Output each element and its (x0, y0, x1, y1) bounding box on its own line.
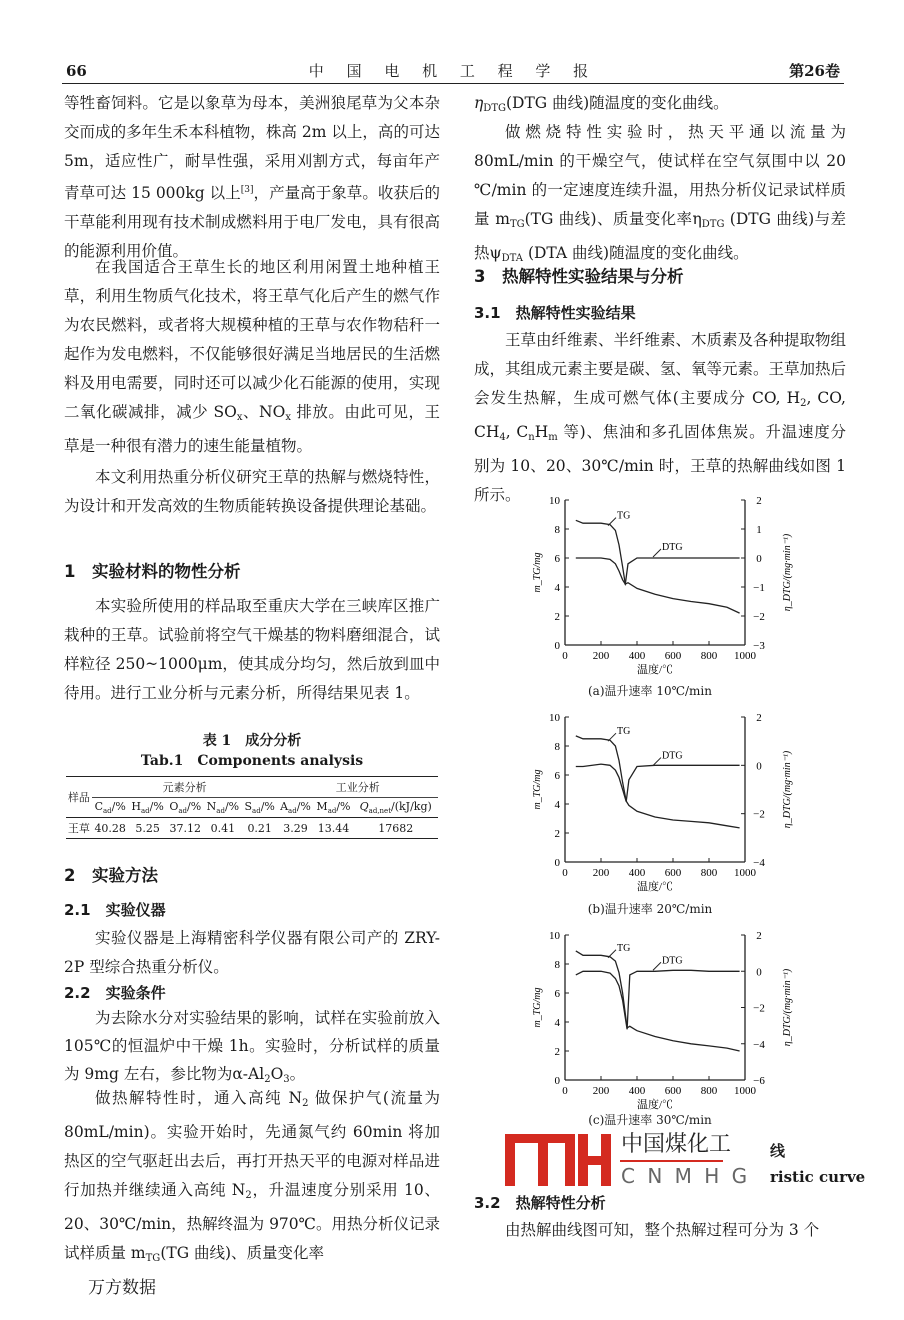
y2-tick-label: 1 (756, 524, 762, 536)
series-dtg-line (576, 764, 740, 802)
table-cell: 5.25 (135, 821, 160, 835)
table-caption-en: Tab.1 Components analysis (140, 753, 364, 769)
series-label-leader (653, 962, 661, 970)
y2-tick-label: 0 (756, 966, 762, 979)
x-tick-label: 800 (700, 1085, 718, 1097)
y-tick-label: 8 (554, 524, 560, 536)
logo-text-cn: 中国煤化工 (621, 1132, 732, 1157)
column-header: $A_{ad}/\%$ (280, 800, 311, 815)
y2-tick-label: −3 (753, 640, 765, 652)
x-tick-label: 1000 (734, 867, 756, 879)
x-tick-label: 400 (628, 867, 646, 879)
paragraph: 为去除水分对实验结果的影响，试样在实验前放入 105℃的恒温炉中干燥 1h。实验时，分析试样的质量为 9mg 左右，参比物为$\alpha-Al_2O_3$。 (64, 1009, 440, 1085)
y-tick-label: 0 (554, 640, 560, 652)
paragraph: 王草由纤维素、半纤维素、木质素及各种提取物组成，其组成元素主要是碳、氢、氧等元素。王草加热后会发生热解，生成可燃气体(主要成分 CO, $H_2$, CO, $CH_4$, $C_nH_m$ 等)、焦油和多孔固体焦炭。升温速度分别为 10、20、30℃/min 时，王草的热解曲线如图 1 所示。 (474, 331, 847, 504)
series-label-dtg: DTG (662, 750, 683, 762)
x-tick-label: 0 (562, 867, 568, 879)
table-cell: 17682 (378, 821, 414, 835)
series-label-tg: TG (617, 942, 631, 954)
header-elemental: 元素分析 (92, 777, 278, 798)
series-label-dtg: DTG (662, 955, 683, 967)
y2-tick-label: −4 (753, 1038, 765, 1051)
y2-tick-label: −1 (753, 582, 765, 594)
x-tick-label: 600 (664, 867, 682, 879)
column-header: $M_{ad}/\%$ (316, 800, 351, 815)
journal-title: 中 国 电 机 工 程 学 报 (308, 62, 598, 80)
x-tick-label: 0 (562, 650, 568, 662)
section-heading: 2 实验方法 (64, 866, 158, 885)
x-tick-label: 800 (700, 867, 718, 879)
subsection-heading: 3.1 热解特性实验结果 (474, 304, 636, 322)
y-tick-label: 10 (549, 930, 560, 942)
y-tick-label: 6 (554, 770, 560, 782)
x-axis-label: 温度/℃ (636, 881, 674, 893)
y2-axis-label: η_DTG/(mg·min⁻¹) (782, 750, 793, 829)
column-header: $Q_{ad,net}/(kJ/kg)$ (359, 800, 432, 815)
table-cell: 3.29 (283, 821, 308, 835)
x-tick-label: 1000 (734, 1085, 756, 1097)
citation: [3] (240, 185, 254, 195)
y-axis-label: m_TG/mg (532, 987, 543, 1028)
column-header: $O_{ad}/\%$ (169, 800, 202, 815)
y-tick-label: 8 (554, 741, 560, 753)
paragraph: 本实验所使用的样品取至重庆大学在三峡库区推广栽种的王草。试验前将空气干燥基的物料磨细混合，试样粒径 250~1000μm，使其成分均匀，然后放到皿中待用。进行工业分析与元素分析，所得结果见表 1。 (64, 597, 440, 702)
x-tick-label: 600 (664, 650, 682, 662)
table-cell: 40.28 (94, 821, 126, 835)
x-tick-label: 200 (592, 1085, 610, 1097)
y2-tick-label: 2 (756, 495, 762, 507)
x-tick-label: 0 (562, 1085, 568, 1097)
x-tick-label: 200 (592, 650, 610, 662)
figure-caption-fragment-cn: 线 (770, 1142, 786, 1160)
paragraph: 做热解特性时，通入高纯 $N_2$ 做保护气(流量为 80mL/min)。实验开始时，先通氮气约 60min 将加热区的空气驱赶出去后，再打开热天平的电源对样品进行加热并继续通入高纯 $N_2$，升温速度分别采用 10、20、30℃/min，热解终温为 970℃。用热分析仪记录试样质量 $m_{TG}(TG$ 曲线)、质量变化率 (64, 1089, 440, 1264)
y-tick-label: 4 (554, 582, 560, 594)
subsection-heading: 2.1 实验仪器 (64, 901, 166, 919)
chart-c (520, 925, 820, 1125)
series-label-leader (608, 518, 616, 526)
page-number: 66 (66, 62, 87, 80)
y-tick-label: 4 (554, 799, 560, 811)
y2-tick-label: 2 (756, 712, 762, 724)
y2-tick-label: −2 (753, 808, 765, 821)
section-heading: 1 实验材料的物性分析 (64, 562, 241, 581)
table-cell: 13.44 (317, 821, 350, 835)
column-header: $N_{ad}/\%$ (206, 800, 240, 815)
y2-axis-label: η_DTG/(mg·min⁻¹) (782, 533, 793, 612)
x-tick-label: 800 (700, 650, 718, 662)
paragraph: 实验仪器是上海精密科学仪器有限公司产的 ZRY-2P 型综合热重分析仪。 (64, 929, 440, 976)
x-axis-label: 温度/℃ (636, 664, 674, 676)
y2-tick-label: −2 (753, 1002, 765, 1015)
watermark-logo (500, 1130, 880, 1190)
series-label-tg: TG (617, 726, 631, 738)
footer-watermark: 万方数据 (88, 1278, 156, 1298)
table-cell: 37.12 (169, 821, 201, 835)
paragraph: 本文利用热重分析仪研究王草的热解与燃烧特性，为设计和开发高效的生物质能转换设备提供理论基础。 (64, 468, 440, 515)
y-tick-label: 4 (554, 1017, 560, 1029)
series-label-tg: TG (617, 510, 631, 522)
chart-a (520, 490, 820, 690)
y2-tick-label: −2 (753, 611, 765, 623)
subsection-heading: 3.2 热解特性分析 (474, 1194, 606, 1212)
page-header (62, 60, 844, 84)
header-sample: 样品 (67, 791, 90, 804)
x-tick-label: 400 (628, 650, 646, 662)
paragraph: 由热解曲线图可知，整个热解过程可分为 3 个 (505, 1221, 820, 1239)
y-tick-label: 2 (554, 611, 560, 623)
column-header: $C_{ad}/\%$ (94, 800, 126, 815)
header-proximate: 工业分析 (277, 777, 438, 798)
y-tick-label: 0 (554, 1075, 560, 1087)
y-tick-label: 2 (554, 828, 560, 840)
series-label-leader (608, 733, 616, 741)
y2-tick-label: −6 (753, 1075, 765, 1087)
paragraph: $\eta_{DTG}(DTG$ 曲线)随温度的变化曲线。 (474, 94, 729, 114)
logo-text-en: C N M H G (621, 1164, 751, 1188)
components-table (66, 776, 438, 839)
y-tick-label: 0 (554, 857, 560, 869)
y-axis-label: m_TG/mg (532, 552, 543, 593)
x-tick-label: 1000 (734, 650, 756, 662)
chart-caption-c: (c)温升速率 30℃/min (588, 1113, 712, 1127)
section-heading: 3 热解特性实验结果与分析 (474, 267, 684, 286)
y2-tick-label: 0 (756, 760, 762, 773)
chart-caption-b: (b)温升速率 20℃/min (587, 902, 713, 916)
y2-tick-label: −4 (753, 857, 765, 869)
series-label-leader (653, 758, 661, 766)
y-tick-label: 8 (554, 959, 560, 971)
column-header: $H_{ad}/\%$ (131, 800, 164, 815)
y-tick-label: 6 (554, 988, 560, 1000)
series-dtg-line (576, 970, 740, 1029)
x-tick-label: 200 (592, 867, 610, 879)
x-tick-label: 400 (628, 1085, 646, 1097)
table-cell: 王草 (67, 822, 90, 835)
chart-b (520, 707, 820, 907)
series-tg-line (576, 520, 740, 613)
series-label-dtg: DTG (662, 542, 683, 553)
table-cell: 0.21 (247, 821, 272, 835)
paragraph: 做燃烧特性实验时，热天平通以流量为 80mL/min 的干燥空气，使试样在空气氛围中以 20 ℃/min 的一定速度连续升温，用热分析仪记录试样质量 $m_{TG}(TG$ 曲线)、质量变化率$\eta_{DTG}$ (DTG 曲线)与差热$\psi_{DTA}$ (DTA 曲线)随温度的变化曲线。 (474, 123, 847, 264)
paragraph: 在我国适合王草生长的地区利用闲置土地种植王草，利用生物质气化技术，将王草气化后产生的燃气作为农民燃料，或者将大规模种植的王草与农作物秸秆一起作为发电燃料，不仅能够很好满足当地居民的生活燃料及用电需要，同时还可以减少化石能源的使用，实现二氧化碳减排，减少 $SO_x$、$NO_x$ 排放。由此可见，王草是一种很有潜力的速生能量植物。 (64, 258, 440, 455)
y-axis-label: m_TG/mg (532, 769, 543, 810)
x-tick-label: 600 (664, 1085, 682, 1097)
figure-caption-fragment-en: ristic curve (770, 1168, 866, 1186)
volume: 第26卷 (789, 62, 840, 80)
y-tick-label: 10 (549, 712, 560, 724)
table-cell: 0.41 (210, 821, 236, 835)
y-tick-label: 6 (554, 553, 560, 565)
y2-axis-label: η_DTG/(mg·min⁻¹) (782, 968, 793, 1047)
y2-tick-label: 2 (756, 930, 762, 942)
series-tg-line (576, 736, 740, 828)
paragraph: 等牲畜饲料。它是以象草为母本，美洲狼尾草为父本杂交而成的多年生禾本科植物，株高 2m 以上，高的可达 5m，适应性广，耐旱性强，采用刈割方式，每亩年产青草可达 15 000kg 以上[3]，产量高于象草。收获后的干草能利用现有技术制成燃料用于电厂发电，具有很高的能源利用价值。 (64, 94, 440, 261)
y-tick-label: 10 (549, 495, 560, 507)
x-axis-label: 温度/℃ (636, 1099, 674, 1111)
chart-caption-a: (a)温升速率 10℃/min (587, 684, 712, 698)
column-header: $S_{ad}/\%$ (244, 800, 275, 815)
subsection-heading: 2.2 实验条件 (64, 984, 166, 1002)
y-tick-label: 2 (554, 1046, 560, 1058)
series-dtg-line (576, 558, 740, 584)
y2-tick-label: 0 (756, 553, 762, 565)
series-label-leader (608, 950, 616, 958)
series-label-leader (653, 549, 661, 557)
table-caption-cn: 表 1 成分分析 (202, 733, 302, 749)
